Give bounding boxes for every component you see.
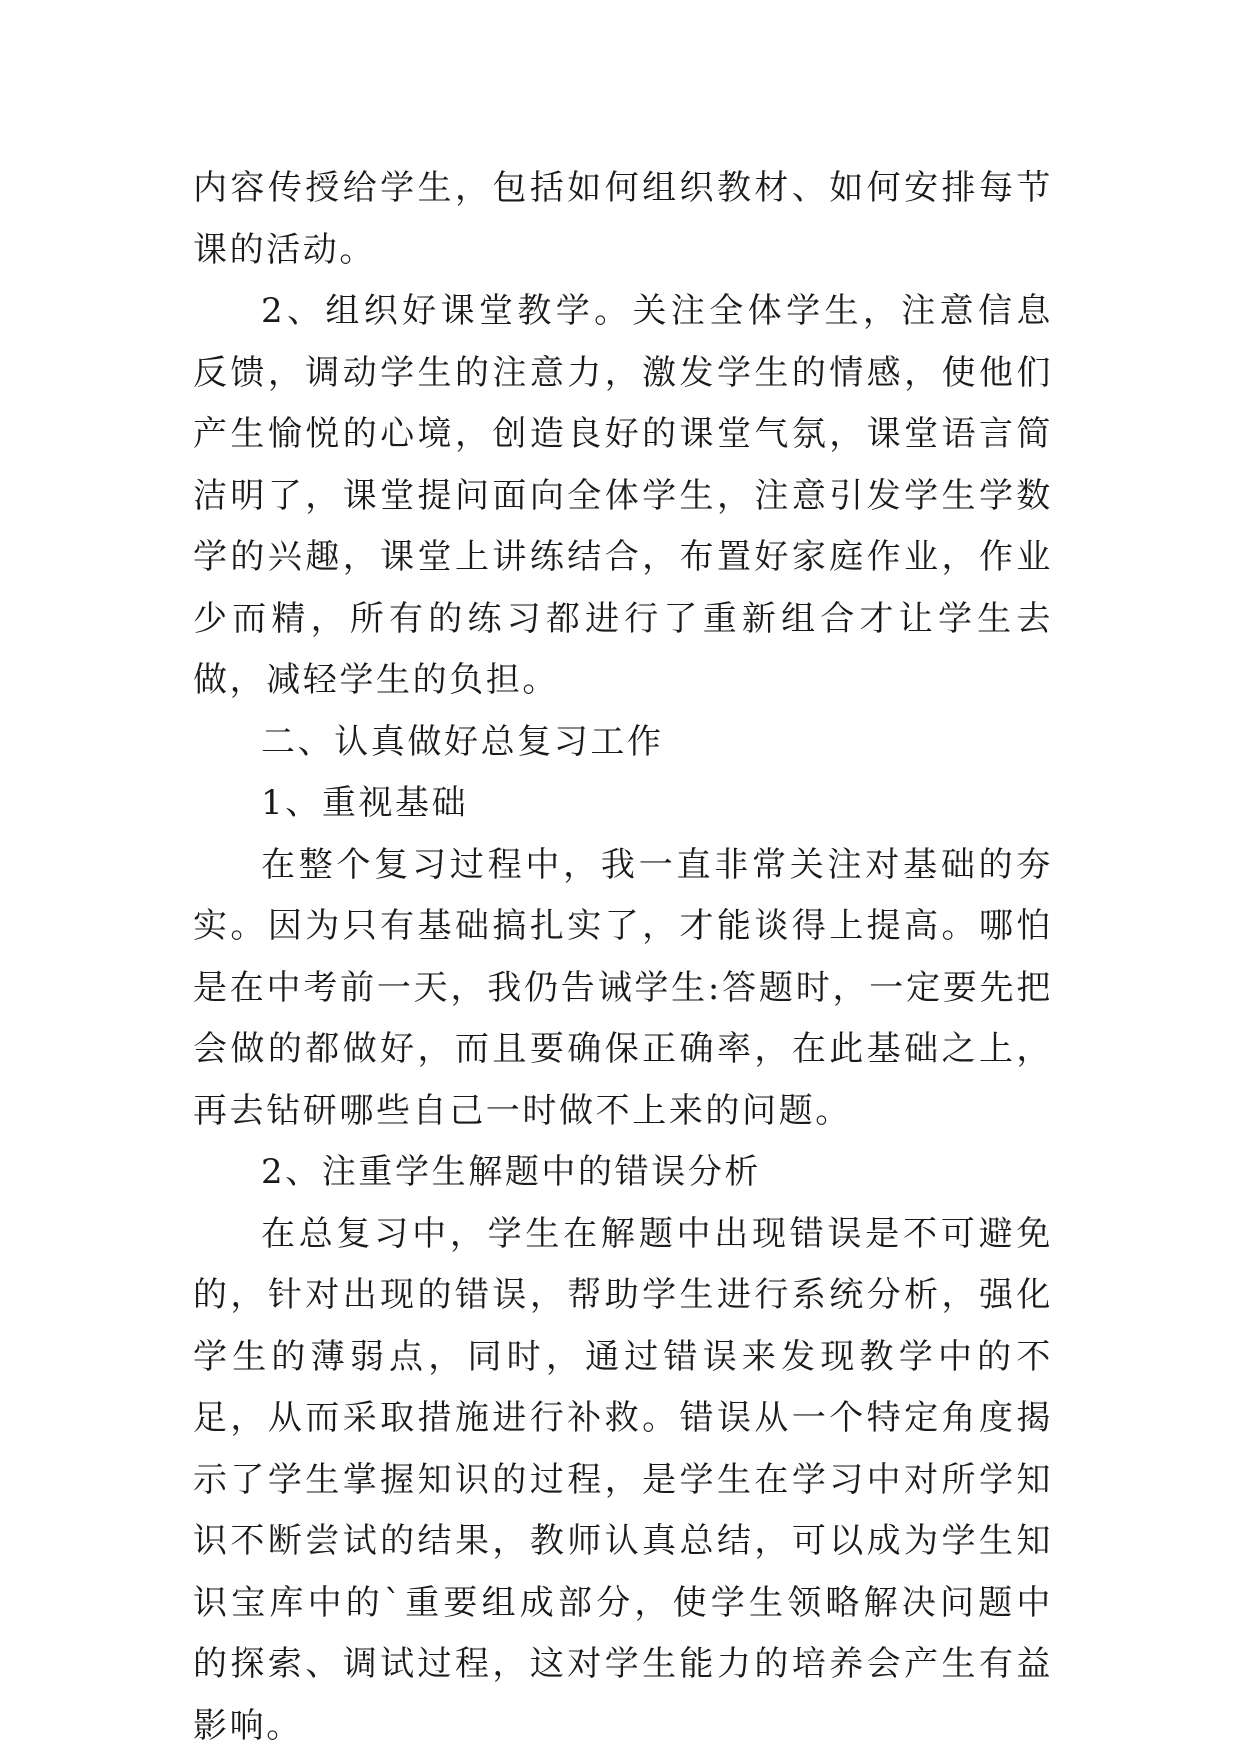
subheading-error-analysis: 2、注重学生解题中的错误分析 <box>193 1142 1053 1204</box>
document-body <box>193 158 1053 1757</box>
paragraph-continuation: 内容传授给学生，包括如何组织教材、如何安排每节课的活动。 <box>193 158 1053 281</box>
subheading-basics: 1、重视基础 <box>193 773 1053 835</box>
paragraph-error-analysis: 在总复习中，学生在解题中出现错误是不可避免的，针对出现的错误，帮助学生进行系统分析，强化学生的薄弱点，同时，通过错误来发现教学中的不足，从而采取措施进行补救。错误从一个特定角度揭示了学生掌握知识的过程，是学生在学习中对所学知识不断尝试的结果，教师认真总结，可以成为学生知识宝库中的`重要组成部分，使学生领略解决问题中的探索、调试过程，这对学生能力的培养会产生有益影响。 <box>193 1204 1053 1757</box>
section-heading-review: 二、认真做好总复习工作 <box>193 712 1053 774</box>
paragraph-classroom-teaching: 2、组织好课堂教学。关注全体学生，注意信息反馈，调动学生的注意力，激发学生的情感，使他们产生愉悦的心境，创造良好的课堂气氛，课堂语言简洁明了，课堂提问面向全体学生，注意引发学生学数学的兴趣，课堂上讲练结合，布置好家庭作业，作业少而精，所有的练习都进行了重新组合才让学生去做，减轻学生的负担。 <box>193 281 1053 712</box>
paragraph-basics: 在整个复习过程中，我一直非常关注对基础的夯实。因为只有基础搞扎实了，才能谈得上提高。哪怕是在中考前一天，我仍告诫学生:答题时，一定要先把会做的都做好，而且要确保正确率，在此基础之上，再去钻研哪些自己一时做不上来的问题。 <box>193 835 1053 1143</box>
